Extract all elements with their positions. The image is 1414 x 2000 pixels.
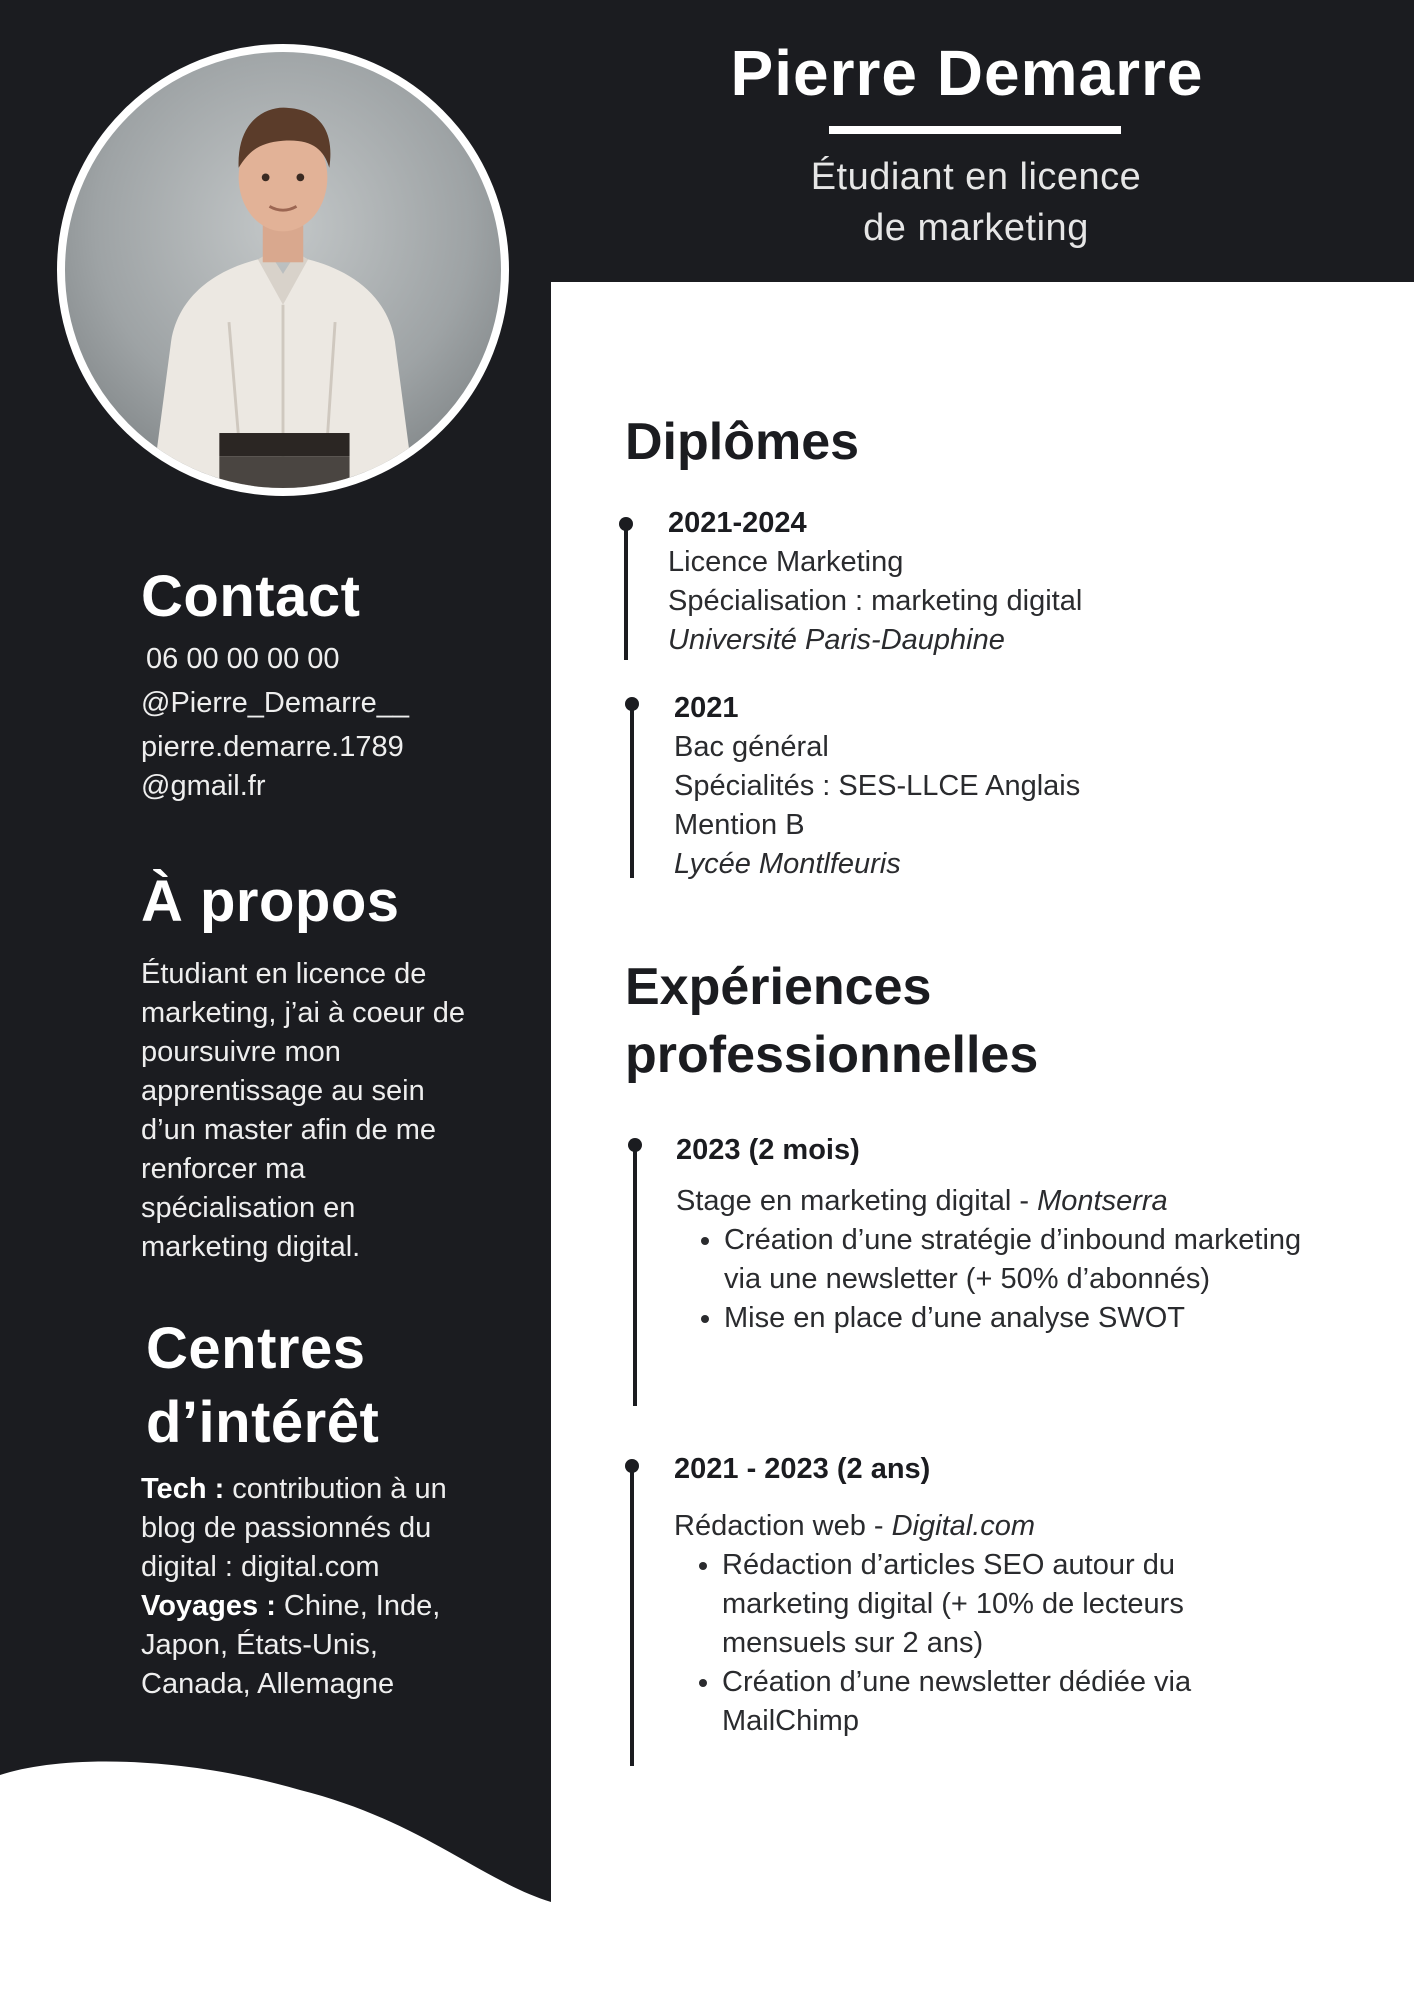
experience-role: Stage en marketing digital - Montserra xyxy=(676,1185,1168,1217)
experience-role: Rédaction web - Digital.com xyxy=(674,1510,1036,1542)
about-text: Étudiant en licence de marketing, j’ai à coeur de poursuivre mon apprentissage au sein d’un master afin de me renforcer ma spécialisation en marketing digital. xyxy=(141,958,465,1263)
diploma-year: 2021 xyxy=(674,692,739,724)
diploma-school: Lycée Montlfeuris xyxy=(674,848,901,880)
diploma-entry xyxy=(668,504,1368,660)
experience-bullet: • Mise en place d’une analyse SWOT xyxy=(724,1299,1304,1338)
experience-heading: Expériences professionnelles xyxy=(625,958,1039,1084)
name-underline xyxy=(829,126,1121,134)
interests-text: Tech : contribution à un blog de passionnés du digital : digital.com Voyages : Chine, Inde, Japon, États-Unis, Canada, Allemagne xyxy=(141,1473,447,1700)
diploma-entry xyxy=(674,689,1374,884)
experience-period: 2021 - 2023 (2 ans) xyxy=(674,1453,931,1485)
social-handle: @Pierre_Demarre__ xyxy=(141,687,409,719)
timeline-line xyxy=(630,708,634,878)
diplomas-heading: Diplômes xyxy=(625,413,860,471)
person-illustration xyxy=(65,52,501,488)
interests-section xyxy=(146,1312,379,1460)
diploma-specialty: Spécialisation : marketing digital xyxy=(668,585,1083,617)
interests-heading: Centres d’intérêt xyxy=(146,1316,380,1455)
timeline-dot xyxy=(628,1138,642,1152)
experience-period: 2023 (2 mois) xyxy=(676,1134,860,1166)
experience-bullet: • Rédaction d’articles SEO autour du marketing digital (+ 10% de lecteurs mensuels sur 2 ans) xyxy=(722,1546,1192,1663)
about-heading: À propos xyxy=(141,869,400,934)
profile-photo xyxy=(57,44,509,496)
timeline-line xyxy=(630,1466,634,1766)
experience-bullets xyxy=(676,1221,1304,1338)
experience-bullets xyxy=(674,1546,1192,1741)
timeline-dot xyxy=(619,517,633,531)
timeline-line xyxy=(624,524,628,660)
experience-entry xyxy=(676,1131,1376,1338)
experience-bullet: • Création d’une newsletter dédiée via MailChimp xyxy=(722,1663,1192,1741)
experience-entry xyxy=(674,1450,1374,1741)
email-address[interactable]: pierre.demarre.1789 @gmail.fr xyxy=(141,731,404,802)
experience-bullet: • Création d’une stratégie d’inbound marketing via une newsletter (+ 50% d’abonnés) xyxy=(724,1221,1304,1299)
diploma-specialty: Spécialités : SES-LLCE Anglais xyxy=(674,770,1081,802)
about-section xyxy=(141,868,541,1267)
contact-heading: Contact xyxy=(141,564,361,629)
timeline-dot xyxy=(625,697,639,711)
timeline-dot xyxy=(625,1459,639,1473)
contact-details xyxy=(141,640,541,806)
contact-section xyxy=(141,563,360,630)
candidate-title: Étudiant en licence de marketing xyxy=(810,156,1142,249)
diploma-year: 2021-2024 xyxy=(668,507,807,539)
diploma-school: Université Paris-Dauphine xyxy=(668,624,1005,656)
phone-number: 06 00 00 00 00 xyxy=(146,643,340,675)
diploma-title: Bac général xyxy=(674,731,829,763)
diploma-title: Licence Marketing xyxy=(668,546,904,578)
timeline-line xyxy=(633,1148,637,1406)
diploma-mention: Mention B xyxy=(674,809,805,841)
candidate-name: Pierre Demarre xyxy=(730,37,1204,109)
